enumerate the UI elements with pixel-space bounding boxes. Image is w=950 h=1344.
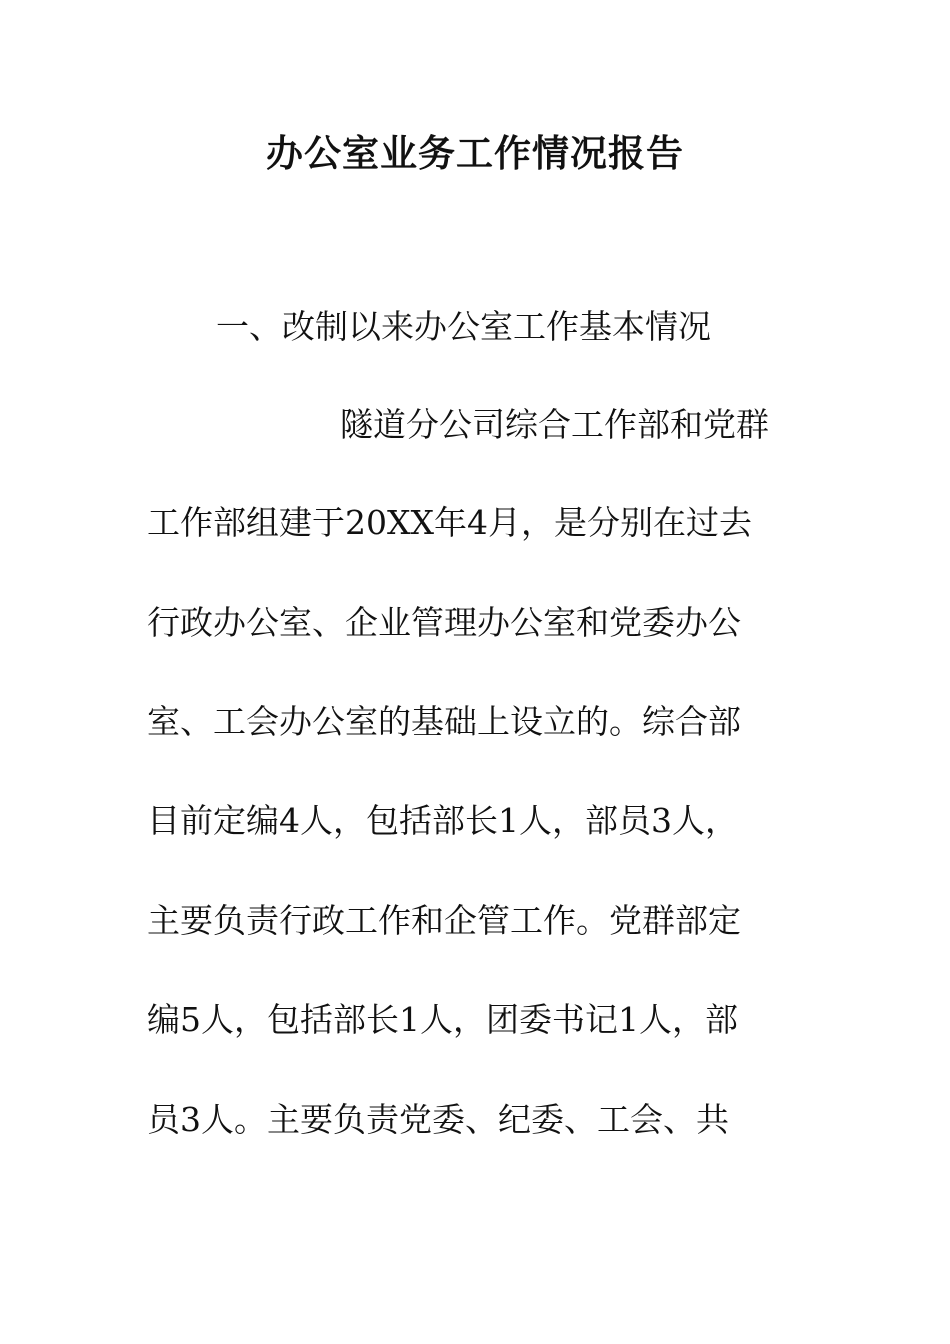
body-line-4: 室、工会办公室的基础上设立的。综合部 (147, 702, 741, 741)
body-line-1: 隧道分公司综合工作部和党群 (340, 405, 769, 444)
body-line-2: 工作部组建于20XX年4月，是分别在过去 (147, 503, 752, 542)
body-line-5: 目前定编4人，包括部长1人，部员3人， (147, 801, 738, 840)
section-heading: 一、改制以来办公室工作基本情况 (216, 307, 711, 346)
body-line-7: 编5人，包括部长1人，团委书记1人，部 (147, 1000, 738, 1039)
document-title: 办公室业务工作情况报告 (266, 132, 684, 175)
body-line-6: 主要负责行政工作和企管工作。党群部定 (147, 901, 741, 940)
body-line-3: 行政办公室、企业管理办公室和党委办公 (147, 603, 741, 642)
body-line-8: 员3人。主要负责党委、纪委、工会、共 (147, 1100, 729, 1139)
